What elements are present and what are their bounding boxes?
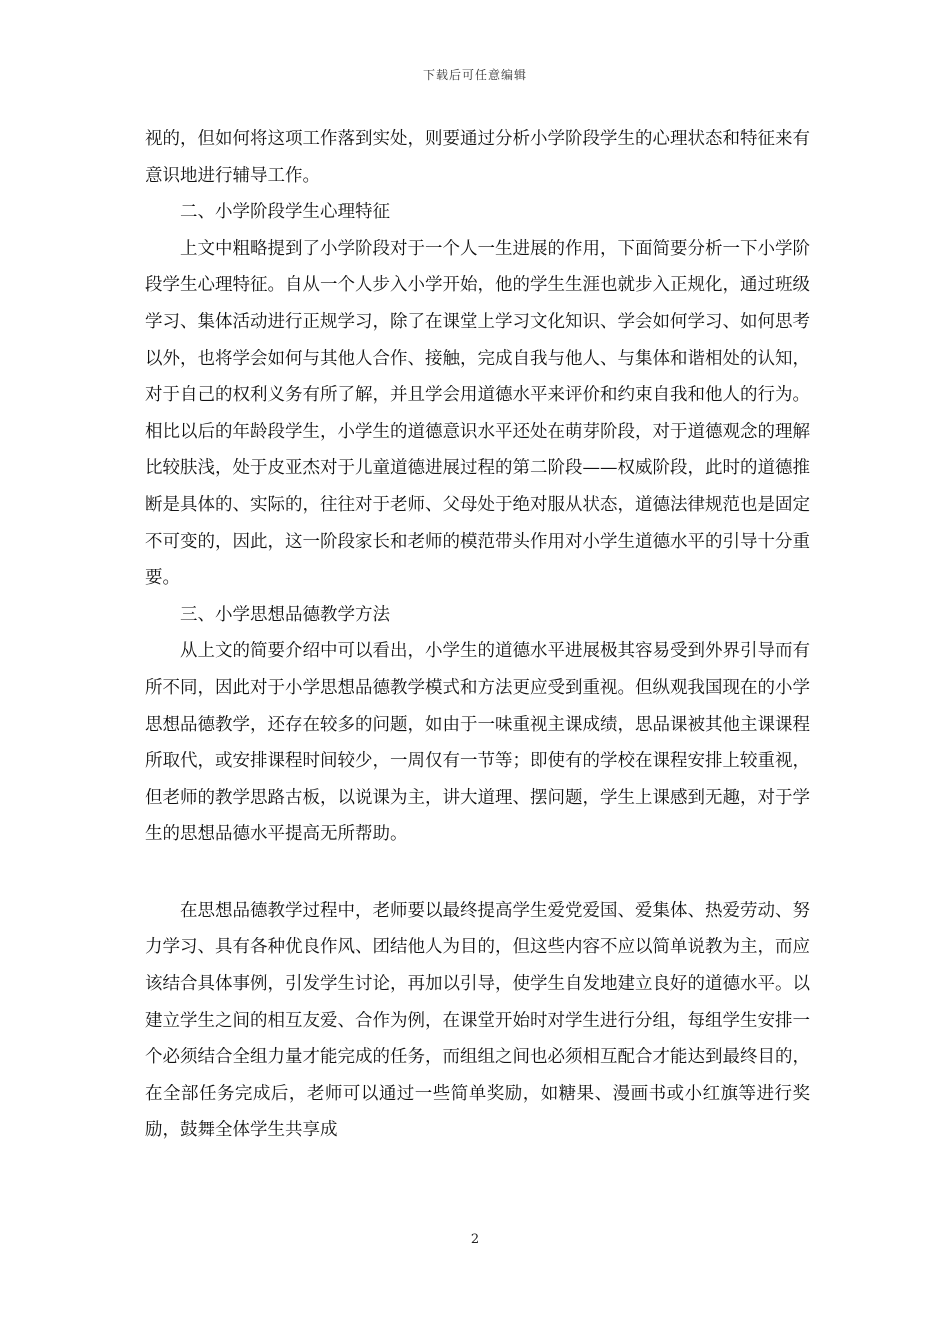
paragraph-psychology: 上文中粗略提到了小学阶段对于一个人一生进展的作用，下面简要分析一下小学阶段学生心理特征。自从一个人步入小学开始，他的学生生涯也就步入正规化，通过班级学习、集体活动进行正规学习，除了在课堂上学习文化知识、学会如何学习、如何思考以外，也将学会如何与其他人合作、接触，完成自我与他人、与集体和谐相处的认知，对于自己的权利义务有所了解，并且学会用道德水平来评价和约束自我和他人的行为。相比以后的年龄段学生，小学生的道德意识水平还处在萌芽阶段，对于道德观念的理解比较肤浅，处于皮亚杰对于儿童道德进展过程的第二阶段——权威阶段，此时的道德推断是具体的、实际的，往往对于老师、父母处于绝对服从状态，道德法律规范也是固定不可变的，因此，这一阶段家长和老师的模范带头作用对小学生道德水平的引导十分重要。	[145, 238, 810, 589]
page-number: 2	[470, 1232, 480, 1247]
paragraph-continuation: 视的，但如何将这项工作落到实处，则要通过分析小学阶段学生的心理状态和特征来有意识地进行辅导工作。	[145, 129, 810, 186]
paragraph-methods: 在思想品德教学过程中，老师要以最终提高学生爱党爱国、爱集体、热爱劳动、努力学习、具有各种优良作风、团结他人为目的，但这些内容不应以简单说教为主，而应该结合具体事例，引发学生讨论，再加以引导，使学生自发地建立良好的道德水平。以建立学生之间的相互友爱、合作为例，在课堂开始时对学生进行分组，每组学生安排一个必须结合全组力量才能完成的任务，而组组之间也必须相互配合才能达到最终目的，在全部任务完成后，老师可以通过一些简单奖励，如糖果、漫画书或小红旗等进行奖励，鼓舞全体学生共享成	[145, 900, 810, 1141]
page-header: 下载后可任意编辑	[422, 68, 527, 82]
section-heading-3: 三、小学思想品德教学方法	[180, 604, 390, 625]
paragraph-problems: 从上文的简要介绍中可以看出，小学生的道德水平进展极其容易受到外界引导而有所不同，因此对于小学思想品德教学模式和方法更应受到重视。但纵观我国现在的小学思想品德教学，还存在较多的问题，如由于一味重视主课成绩，思品课被其他主课课程所取代，或安排课程时间较少，一周仅有一节等；即使有的学校在课程安排上较重视，但老师的教学思路古板，以说课为主，讲大道理、摆问题，学生上课感到无趣，对于学生的思想品德水平提高无所帮助。	[145, 641, 810, 845]
section-heading-2: 二、小学阶段学生心理特征	[180, 202, 390, 223]
document-body	[145, 121, 810, 1149]
